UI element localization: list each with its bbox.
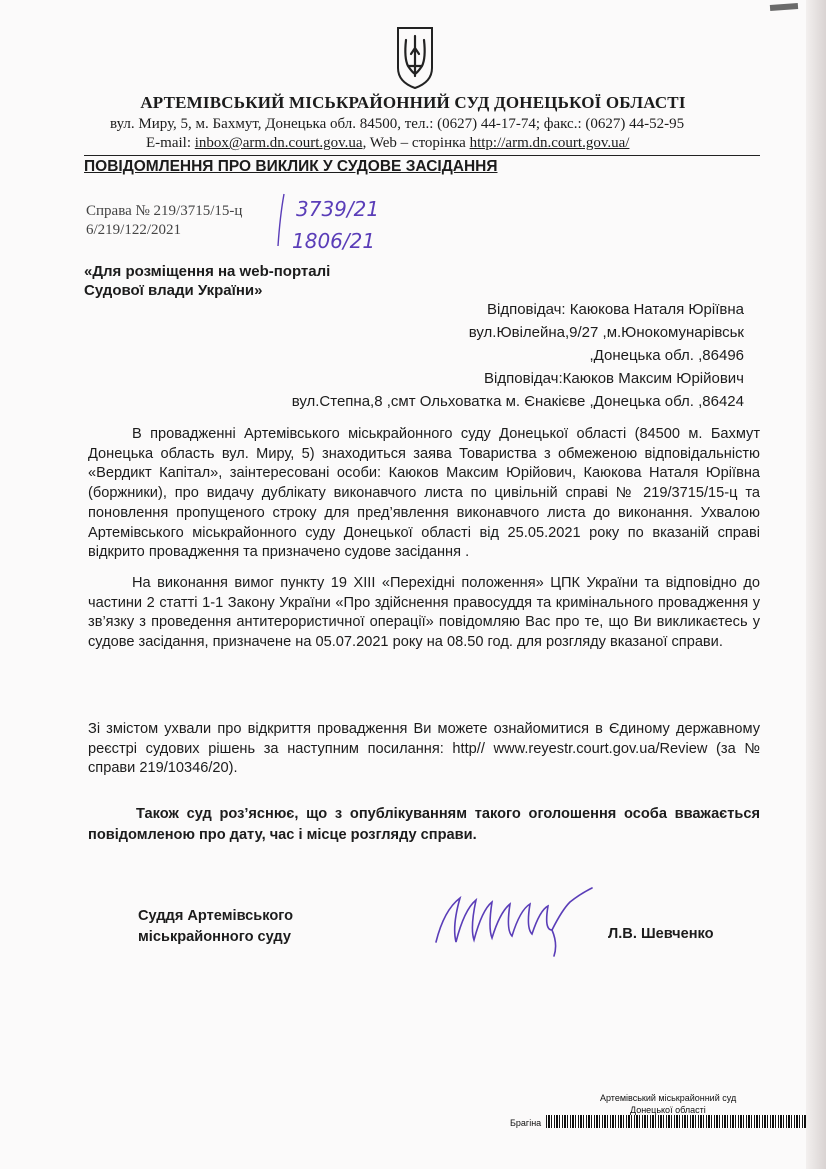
paragraph-registry: Зі змістом ухвали про відкриття провадження Ви можете ознайомитися в Єдиному державному реєстрі судових рішень за наступним посилання: http// www.reyestr.court.gov.ua/Review (за № справи 219/10346/20).	[88, 721, 760, 777]
header-divider	[84, 155, 760, 156]
web-label: , Web – сторінка	[362, 135, 470, 151]
email-link[interactable]: inbox@arm.dn.court.gov.ua	[194, 135, 363, 151]
case-block	[86, 202, 242, 240]
portal-note	[84, 262, 330, 300]
court-contacts	[146, 135, 629, 152]
stamp-court-name: Артемівський міськрайонний суд	[600, 1093, 737, 1103]
scan-edge	[806, 0, 826, 1169]
web-link[interactable]: http://arm.dn.court.gov.ua/	[469, 135, 630, 151]
respondent-line: вул.Ювілейна,9/27 ,м.Юнокомунарівськ	[468, 324, 744, 341]
portal-line-1: «Для розміщення на web-порталі	[84, 263, 331, 280]
respondent-line: ,Донецька обл. ,86496	[589, 347, 744, 364]
barcode	[546, 1115, 808, 1128]
email-label: E-mail:	[146, 135, 195, 151]
court-name: АРТЕМІВСЬКИЙ МІСЬКРАЙОННИЙ СУД ДОНЕЦЬКОЇ ОБЛАСТІ	[140, 93, 686, 112]
judge-role-line-1: Суддя Артемівського	[138, 908, 294, 924]
stamp-clerk: Брагіна	[510, 1118, 542, 1128]
handwritten-number-2: 1806/21	[292, 229, 376, 253]
court-address: вул. Миру, 5, м. Бахмут, Донецька обл. 84500, тел.: (0627) 44-17-74; факс.: (0627) 44-52-95	[110, 116, 685, 132]
paragraph-summons: На виконання вимог пункту 19 ХІІІ «Перехідні положення» ЦПК України та відповідно до частини 2 статті 1-1 Закону України «Про здійснення правосуддя та кримінального провадження у зв’язку з проведення антитерористичної операції» повідомляю Вас про те, що Ви викликаєтесь у судове засідання, призначене на 05.07.2021 року на 08.50 год. для розгляду вказаної справи.	[88, 575, 760, 651]
proceeding-number: 6/219/122/2021	[86, 222, 182, 238]
portal-line-2: Судової влади України»	[84, 282, 263, 299]
handwritten-number-1: 3739/21	[296, 197, 380, 221]
respondent-line: Відповідач: Каюкова Наталя Юріївна	[486, 301, 744, 318]
stamp-region: Донецької області	[630, 1105, 706, 1115]
judge-role-line-2: міськрайонного суду	[138, 929, 291, 945]
judge-name: Л.В. Шевченко	[608, 926, 714, 942]
trident-emblem-icon	[394, 24, 436, 90]
respondent-line: вул.Степна,8 ,смт Ольховатка м. Єнакієве ,Донецька обл. ,86424	[291, 393, 744, 410]
respondents-block	[292, 298, 744, 413]
scan-mark	[770, 3, 798, 11]
notice-title: ПОВІДОМЛЕННЯ ПРО ВИКЛИК У СУДОВЕ ЗАСІДАННЯ	[84, 158, 498, 175]
judge-title	[138, 906, 293, 948]
paragraph-proceedings: В провадженні Артемівського міськрайонного суду Донецької області (84500 м. Бахмут Донецька область вул. Миру, 5) знаходиться заява Товариства з обмеженою відповідальністю «Вердикт Капітал», заінтересовані особи: Каюков Максим Юрійович, Каюкова Наталя Юріївна (боржники), про видачу дублікату виконавчого листа по цивільній справі № 219/3715/15-ц та поновлення пропущеного строку для пред’явлення виконавчого листа до виконання. Ухвалою Артемівського міськрайонного суду Донецької області від 25.05.2021 року по вказаній справі відкрито провадження та призначено судове засідання .	[88, 426, 760, 561]
handwritten-registration	[266, 186, 416, 258]
judge-signature	[430, 880, 610, 960]
respondent-line: Відповідач:Каюков Максим Юрійович	[484, 370, 744, 387]
paragraph-notice: Також суд роз’яснює, що з опублікуванням такого оголошення особа вважається повідомленою про дату, час і місце розгляду справи.	[88, 806, 760, 843]
case-number: Справа № 219/3715/15-ц	[86, 203, 243, 219]
